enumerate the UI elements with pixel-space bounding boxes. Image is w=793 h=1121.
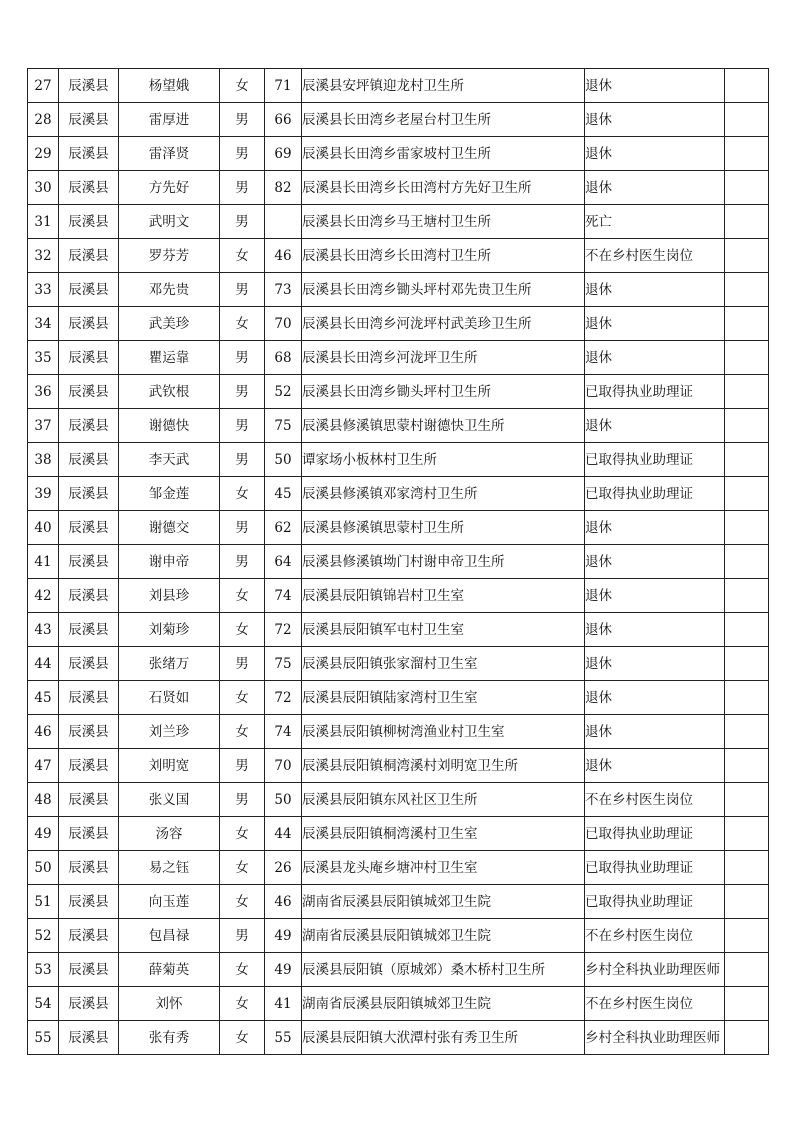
sex-cell: 女 <box>220 987 265 1021</box>
county-cell: 辰溪县 <box>59 307 119 341</box>
unit-cell: 辰溪县长田湾乡雷家坡村卫生所 <box>302 137 585 171</box>
name-cell: 雷泽贤 <box>119 137 220 171</box>
county-cell: 辰溪县 <box>59 375 119 409</box>
reason-cell: 退休 <box>585 171 725 205</box>
reason-cell: 退休 <box>585 511 725 545</box>
name-cell: 易之钰 <box>119 851 220 885</box>
reason-cell: 死亡 <box>585 205 725 239</box>
table-row <box>28 443 769 477</box>
county-cell: 辰溪县 <box>59 1021 119 1055</box>
note-cell <box>725 783 769 817</box>
unit-cell: 辰溪县辰阳镇桐湾溪村卫生室 <box>302 817 585 851</box>
sex-cell: 女 <box>220 681 265 715</box>
note-cell <box>725 171 769 205</box>
unit-cell: 辰溪县长田湾乡马王塘村卫生所 <box>302 205 585 239</box>
sex-cell: 男 <box>220 103 265 137</box>
name-cell: 石贤如 <box>119 681 220 715</box>
unit-cell: 辰溪县修溪镇思蒙村谢德快卫生所 <box>302 409 585 443</box>
table-row <box>28 1021 769 1055</box>
name-cell: 刘菊珍 <box>119 613 220 647</box>
county-cell: 辰溪县 <box>59 69 119 103</box>
county-cell: 辰溪县 <box>59 715 119 749</box>
unit-cell: 辰溪县长田湾乡锄头坪村卫生所 <box>302 375 585 409</box>
name-cell: 雷厚进 <box>119 103 220 137</box>
age-cell: 74 <box>265 579 302 613</box>
name-cell: 邓先贵 <box>119 273 220 307</box>
name-cell: 刘兰珍 <box>119 715 220 749</box>
county-cell: 辰溪县 <box>59 477 119 511</box>
table-row <box>28 307 769 341</box>
reason-cell: 退休 <box>585 137 725 171</box>
sex-cell: 男 <box>220 137 265 171</box>
age-cell: 50 <box>265 783 302 817</box>
unit-cell: 湖南省辰溪县辰阳镇城郊卫生院 <box>302 987 585 1021</box>
sex-cell: 男 <box>220 171 265 205</box>
reason-cell: 已取得执业助理证 <box>585 443 725 477</box>
table-row <box>28 477 769 511</box>
doctor-roster-table <box>27 68 769 1055</box>
table-row <box>28 511 769 545</box>
name-cell: 刘明宽 <box>119 749 220 783</box>
row-number: 50 <box>28 851 59 885</box>
sex-cell: 男 <box>220 375 265 409</box>
table-row <box>28 545 769 579</box>
reason-cell: 不在乡村医生岗位 <box>585 987 725 1021</box>
age-cell: 68 <box>265 341 302 375</box>
row-number: 48 <box>28 783 59 817</box>
sex-cell: 女 <box>220 579 265 613</box>
sex-cell: 男 <box>220 783 265 817</box>
unit-cell: 辰溪县修溪镇邓家湾村卫生所 <box>302 477 585 511</box>
unit-cell: 谭家场小板林村卫生所 <box>302 443 585 477</box>
unit-cell: 辰溪县安坪镇迎龙村卫生所 <box>302 69 585 103</box>
sex-cell: 男 <box>220 511 265 545</box>
reason-cell: 退休 <box>585 749 725 783</box>
row-number: 29 <box>28 137 59 171</box>
reason-cell: 不在乡村医生岗位 <box>585 783 725 817</box>
age-cell: 62 <box>265 511 302 545</box>
note-cell <box>725 1021 769 1055</box>
note-cell <box>725 511 769 545</box>
sex-cell: 男 <box>220 749 265 783</box>
sex-cell: 女 <box>220 69 265 103</box>
row-number: 41 <box>28 545 59 579</box>
row-number: 39 <box>28 477 59 511</box>
roster-body <box>28 69 769 1055</box>
sex-cell: 女 <box>220 613 265 647</box>
unit-cell: 辰溪县辰阳镇陆家湾村卫生室 <box>302 681 585 715</box>
row-number: 38 <box>28 443 59 477</box>
row-number: 37 <box>28 409 59 443</box>
reason-cell: 已取得执业助理证 <box>585 851 725 885</box>
note-cell <box>725 239 769 273</box>
age-cell: 46 <box>265 885 302 919</box>
note-cell <box>725 953 769 987</box>
table-row <box>28 205 769 239</box>
unit-cell: 湖南省辰溪县辰阳镇城郊卫生院 <box>302 885 585 919</box>
reason-cell: 不在乡村医生岗位 <box>585 239 725 273</box>
county-cell: 辰溪县 <box>59 987 119 1021</box>
row-number: 47 <box>28 749 59 783</box>
row-number: 46 <box>28 715 59 749</box>
county-cell: 辰溪县 <box>59 681 119 715</box>
name-cell: 罗芬芳 <box>119 239 220 273</box>
row-number: 53 <box>28 953 59 987</box>
row-number: 35 <box>28 341 59 375</box>
name-cell: 武钦根 <box>119 375 220 409</box>
note-cell <box>725 443 769 477</box>
unit-cell: 辰溪县辰阳镇东风社区卫生所 <box>302 783 585 817</box>
row-number: 27 <box>28 69 59 103</box>
sex-cell: 女 <box>220 851 265 885</box>
age-cell: 75 <box>265 647 302 681</box>
note-cell <box>725 477 769 511</box>
county-cell: 辰溪县 <box>59 341 119 375</box>
age-cell: 49 <box>265 953 302 987</box>
table-row <box>28 783 769 817</box>
name-cell: 刘怀 <box>119 987 220 1021</box>
sex-cell: 女 <box>220 817 265 851</box>
age-cell: 45 <box>265 477 302 511</box>
note-cell <box>725 341 769 375</box>
sex-cell: 男 <box>220 647 265 681</box>
age-cell: 49 <box>265 919 302 953</box>
age-cell: 55 <box>265 1021 302 1055</box>
unit-cell: 辰溪县辰阳镇（原城郊）桑木桥村卫生所 <box>302 953 585 987</box>
county-cell: 辰溪县 <box>59 851 119 885</box>
name-cell: 谢德交 <box>119 511 220 545</box>
sex-cell: 女 <box>220 885 265 919</box>
county-cell: 辰溪县 <box>59 137 119 171</box>
age-cell: 44 <box>265 817 302 851</box>
note-cell <box>725 409 769 443</box>
reason-cell: 退休 <box>585 545 725 579</box>
table-row <box>28 953 769 987</box>
unit-cell: 辰溪县辰阳镇柳树湾渔业村卫生室 <box>302 715 585 749</box>
row-number: 36 <box>28 375 59 409</box>
row-number: 43 <box>28 613 59 647</box>
unit-cell: 辰溪县长田湾乡河泷坪村武美珍卫生所 <box>302 307 585 341</box>
sex-cell: 男 <box>220 443 265 477</box>
table-row <box>28 749 769 783</box>
reason-cell: 已取得执业助理证 <box>585 817 725 851</box>
age-cell: 74 <box>265 715 302 749</box>
row-number: 51 <box>28 885 59 919</box>
name-cell: 汤容 <box>119 817 220 851</box>
county-cell: 辰溪县 <box>59 409 119 443</box>
name-cell: 武美珍 <box>119 307 220 341</box>
table-row <box>28 171 769 205</box>
sex-cell: 女 <box>220 715 265 749</box>
reason-cell: 乡村全科执业助理医师 <box>585 953 725 987</box>
sex-cell: 女 <box>220 1021 265 1055</box>
name-cell: 方先好 <box>119 171 220 205</box>
name-cell: 谢德快 <box>119 409 220 443</box>
sex-cell: 男 <box>220 341 265 375</box>
county-cell: 辰溪县 <box>59 885 119 919</box>
county-cell: 辰溪县 <box>59 647 119 681</box>
unit-cell: 辰溪县辰阳镇桐湾溪村刘明宽卫生所 <box>302 749 585 783</box>
unit-cell: 辰溪县辰阳镇军屯村卫生室 <box>302 613 585 647</box>
reason-cell: 退休 <box>585 307 725 341</box>
age-cell: 73 <box>265 273 302 307</box>
unit-cell: 辰溪县辰阳镇大洑潭村张有秀卫生所 <box>302 1021 585 1055</box>
age-cell: 72 <box>265 613 302 647</box>
row-number: 30 <box>28 171 59 205</box>
age-cell: 71 <box>265 69 302 103</box>
unit-cell: 辰溪县长田湾乡长田湾村方先好卫生所 <box>302 171 585 205</box>
county-cell: 辰溪县 <box>59 579 119 613</box>
age-cell: 64 <box>265 545 302 579</box>
reason-cell: 已取得执业助理证 <box>585 885 725 919</box>
county-cell: 辰溪县 <box>59 511 119 545</box>
reason-cell: 退休 <box>585 579 725 613</box>
reason-cell: 退休 <box>585 341 725 375</box>
name-cell: 包昌禄 <box>119 919 220 953</box>
row-number: 34 <box>28 307 59 341</box>
county-cell: 辰溪县 <box>59 205 119 239</box>
note-cell <box>725 545 769 579</box>
unit-cell: 辰溪县龙头庵乡塘冲村卫生室 <box>302 851 585 885</box>
name-cell: 李天武 <box>119 443 220 477</box>
county-cell: 辰溪县 <box>59 103 119 137</box>
unit-cell: 辰溪县修溪镇坳门村谢申帝卫生所 <box>302 545 585 579</box>
note-cell <box>725 749 769 783</box>
reason-cell: 退休 <box>585 613 725 647</box>
sex-cell: 女 <box>220 477 265 511</box>
row-number: 40 <box>28 511 59 545</box>
county-cell: 辰溪县 <box>59 953 119 987</box>
table-row <box>28 817 769 851</box>
unit-cell: 辰溪县修溪镇思蒙村卫生所 <box>302 511 585 545</box>
county-cell: 辰溪县 <box>59 783 119 817</box>
unit-cell: 辰溪县辰阳镇锦岩村卫生室 <box>302 579 585 613</box>
age-cell: 50 <box>265 443 302 477</box>
note-cell <box>725 205 769 239</box>
county-cell: 辰溪县 <box>59 443 119 477</box>
sex-cell: 女 <box>220 307 265 341</box>
name-cell: 武明文 <box>119 205 220 239</box>
age-cell: 26 <box>265 851 302 885</box>
note-cell <box>725 647 769 681</box>
sex-cell: 男 <box>220 545 265 579</box>
county-cell: 辰溪县 <box>59 817 119 851</box>
county-cell: 辰溪县 <box>59 545 119 579</box>
age-cell: 46 <box>265 239 302 273</box>
row-number: 45 <box>28 681 59 715</box>
sex-cell: 男 <box>220 205 265 239</box>
sex-cell: 女 <box>220 953 265 987</box>
table-row <box>28 375 769 409</box>
unit-cell: 辰溪县辰阳镇张家溜村卫生室 <box>302 647 585 681</box>
county-cell: 辰溪县 <box>59 919 119 953</box>
table-row <box>28 273 769 307</box>
row-number: 44 <box>28 647 59 681</box>
sex-cell: 女 <box>220 239 265 273</box>
name-cell: 薛菊英 <box>119 953 220 987</box>
sex-cell: 男 <box>220 919 265 953</box>
table-row <box>28 987 769 1021</box>
table-row <box>28 103 769 137</box>
table-row <box>28 579 769 613</box>
reason-cell: 已取得执业助理证 <box>585 477 725 511</box>
note-cell <box>725 273 769 307</box>
note-cell <box>725 851 769 885</box>
reason-cell: 退休 <box>585 647 725 681</box>
name-cell: 瞿运靠 <box>119 341 220 375</box>
row-number: 31 <box>28 205 59 239</box>
age-cell: 72 <box>265 681 302 715</box>
reason-cell: 乡村全科执业助理医师 <box>585 1021 725 1055</box>
reason-cell: 已取得执业助理证 <box>585 375 725 409</box>
table-row <box>28 409 769 443</box>
unit-cell: 辰溪县长田湾乡锄头坪村邓先贵卫生所 <box>302 273 585 307</box>
name-cell: 谢申帝 <box>119 545 220 579</box>
row-number: 49 <box>28 817 59 851</box>
table-row <box>28 715 769 749</box>
age-cell: 70 <box>265 749 302 783</box>
name-cell: 张绪万 <box>119 647 220 681</box>
age-cell: 69 <box>265 137 302 171</box>
note-cell <box>725 69 769 103</box>
note-cell <box>725 103 769 137</box>
county-cell: 辰溪县 <box>59 273 119 307</box>
name-cell: 向玉莲 <box>119 885 220 919</box>
name-cell: 张义国 <box>119 783 220 817</box>
note-cell <box>725 137 769 171</box>
table-row <box>28 885 769 919</box>
reason-cell: 不在乡村医生岗位 <box>585 919 725 953</box>
reason-cell: 退休 <box>585 69 725 103</box>
row-number: 32 <box>28 239 59 273</box>
row-number: 54 <box>28 987 59 1021</box>
county-cell: 辰溪县 <box>59 613 119 647</box>
note-cell <box>725 919 769 953</box>
unit-cell: 湖南省辰溪县辰阳镇城郊卫生院 <box>302 919 585 953</box>
note-cell <box>725 307 769 341</box>
county-cell: 辰溪县 <box>59 171 119 205</box>
reason-cell: 退休 <box>585 273 725 307</box>
note-cell <box>725 579 769 613</box>
age-cell <box>265 205 302 239</box>
age-cell: 41 <box>265 987 302 1021</box>
age-cell: 82 <box>265 171 302 205</box>
reason-cell: 退休 <box>585 409 725 443</box>
age-cell: 75 <box>265 409 302 443</box>
table-row <box>28 851 769 885</box>
row-number: 55 <box>28 1021 59 1055</box>
unit-cell: 辰溪县长田湾乡老屋台村卫生所 <box>302 103 585 137</box>
unit-cell: 辰溪县长田湾乡长田湾村卫生所 <box>302 239 585 273</box>
table-row <box>28 137 769 171</box>
note-cell <box>725 817 769 851</box>
row-number: 52 <box>28 919 59 953</box>
county-cell: 辰溪县 <box>59 749 119 783</box>
row-number: 42 <box>28 579 59 613</box>
note-cell <box>725 613 769 647</box>
table-row <box>28 613 769 647</box>
table-row <box>28 681 769 715</box>
age-cell: 52 <box>265 375 302 409</box>
name-cell: 张有秀 <box>119 1021 220 1055</box>
table-row <box>28 341 769 375</box>
note-cell <box>725 885 769 919</box>
unit-cell: 辰溪县长田湾乡河泷坪卫生所 <box>302 341 585 375</box>
table-row <box>28 239 769 273</box>
note-cell <box>725 375 769 409</box>
county-cell: 辰溪县 <box>59 239 119 273</box>
reason-cell: 退休 <box>585 681 725 715</box>
table-row <box>28 919 769 953</box>
name-cell: 邹金莲 <box>119 477 220 511</box>
reason-cell: 退休 <box>585 715 725 749</box>
note-cell <box>725 715 769 749</box>
note-cell <box>725 987 769 1021</box>
name-cell: 杨望娥 <box>119 69 220 103</box>
sex-cell: 男 <box>220 409 265 443</box>
row-number: 28 <box>28 103 59 137</box>
note-cell <box>725 681 769 715</box>
reason-cell: 退休 <box>585 103 725 137</box>
row-number: 33 <box>28 273 59 307</box>
name-cell: 刘县珍 <box>119 579 220 613</box>
table-row <box>28 647 769 681</box>
age-cell: 66 <box>265 103 302 137</box>
table-row <box>28 69 769 103</box>
sex-cell: 男 <box>220 273 265 307</box>
age-cell: 70 <box>265 307 302 341</box>
